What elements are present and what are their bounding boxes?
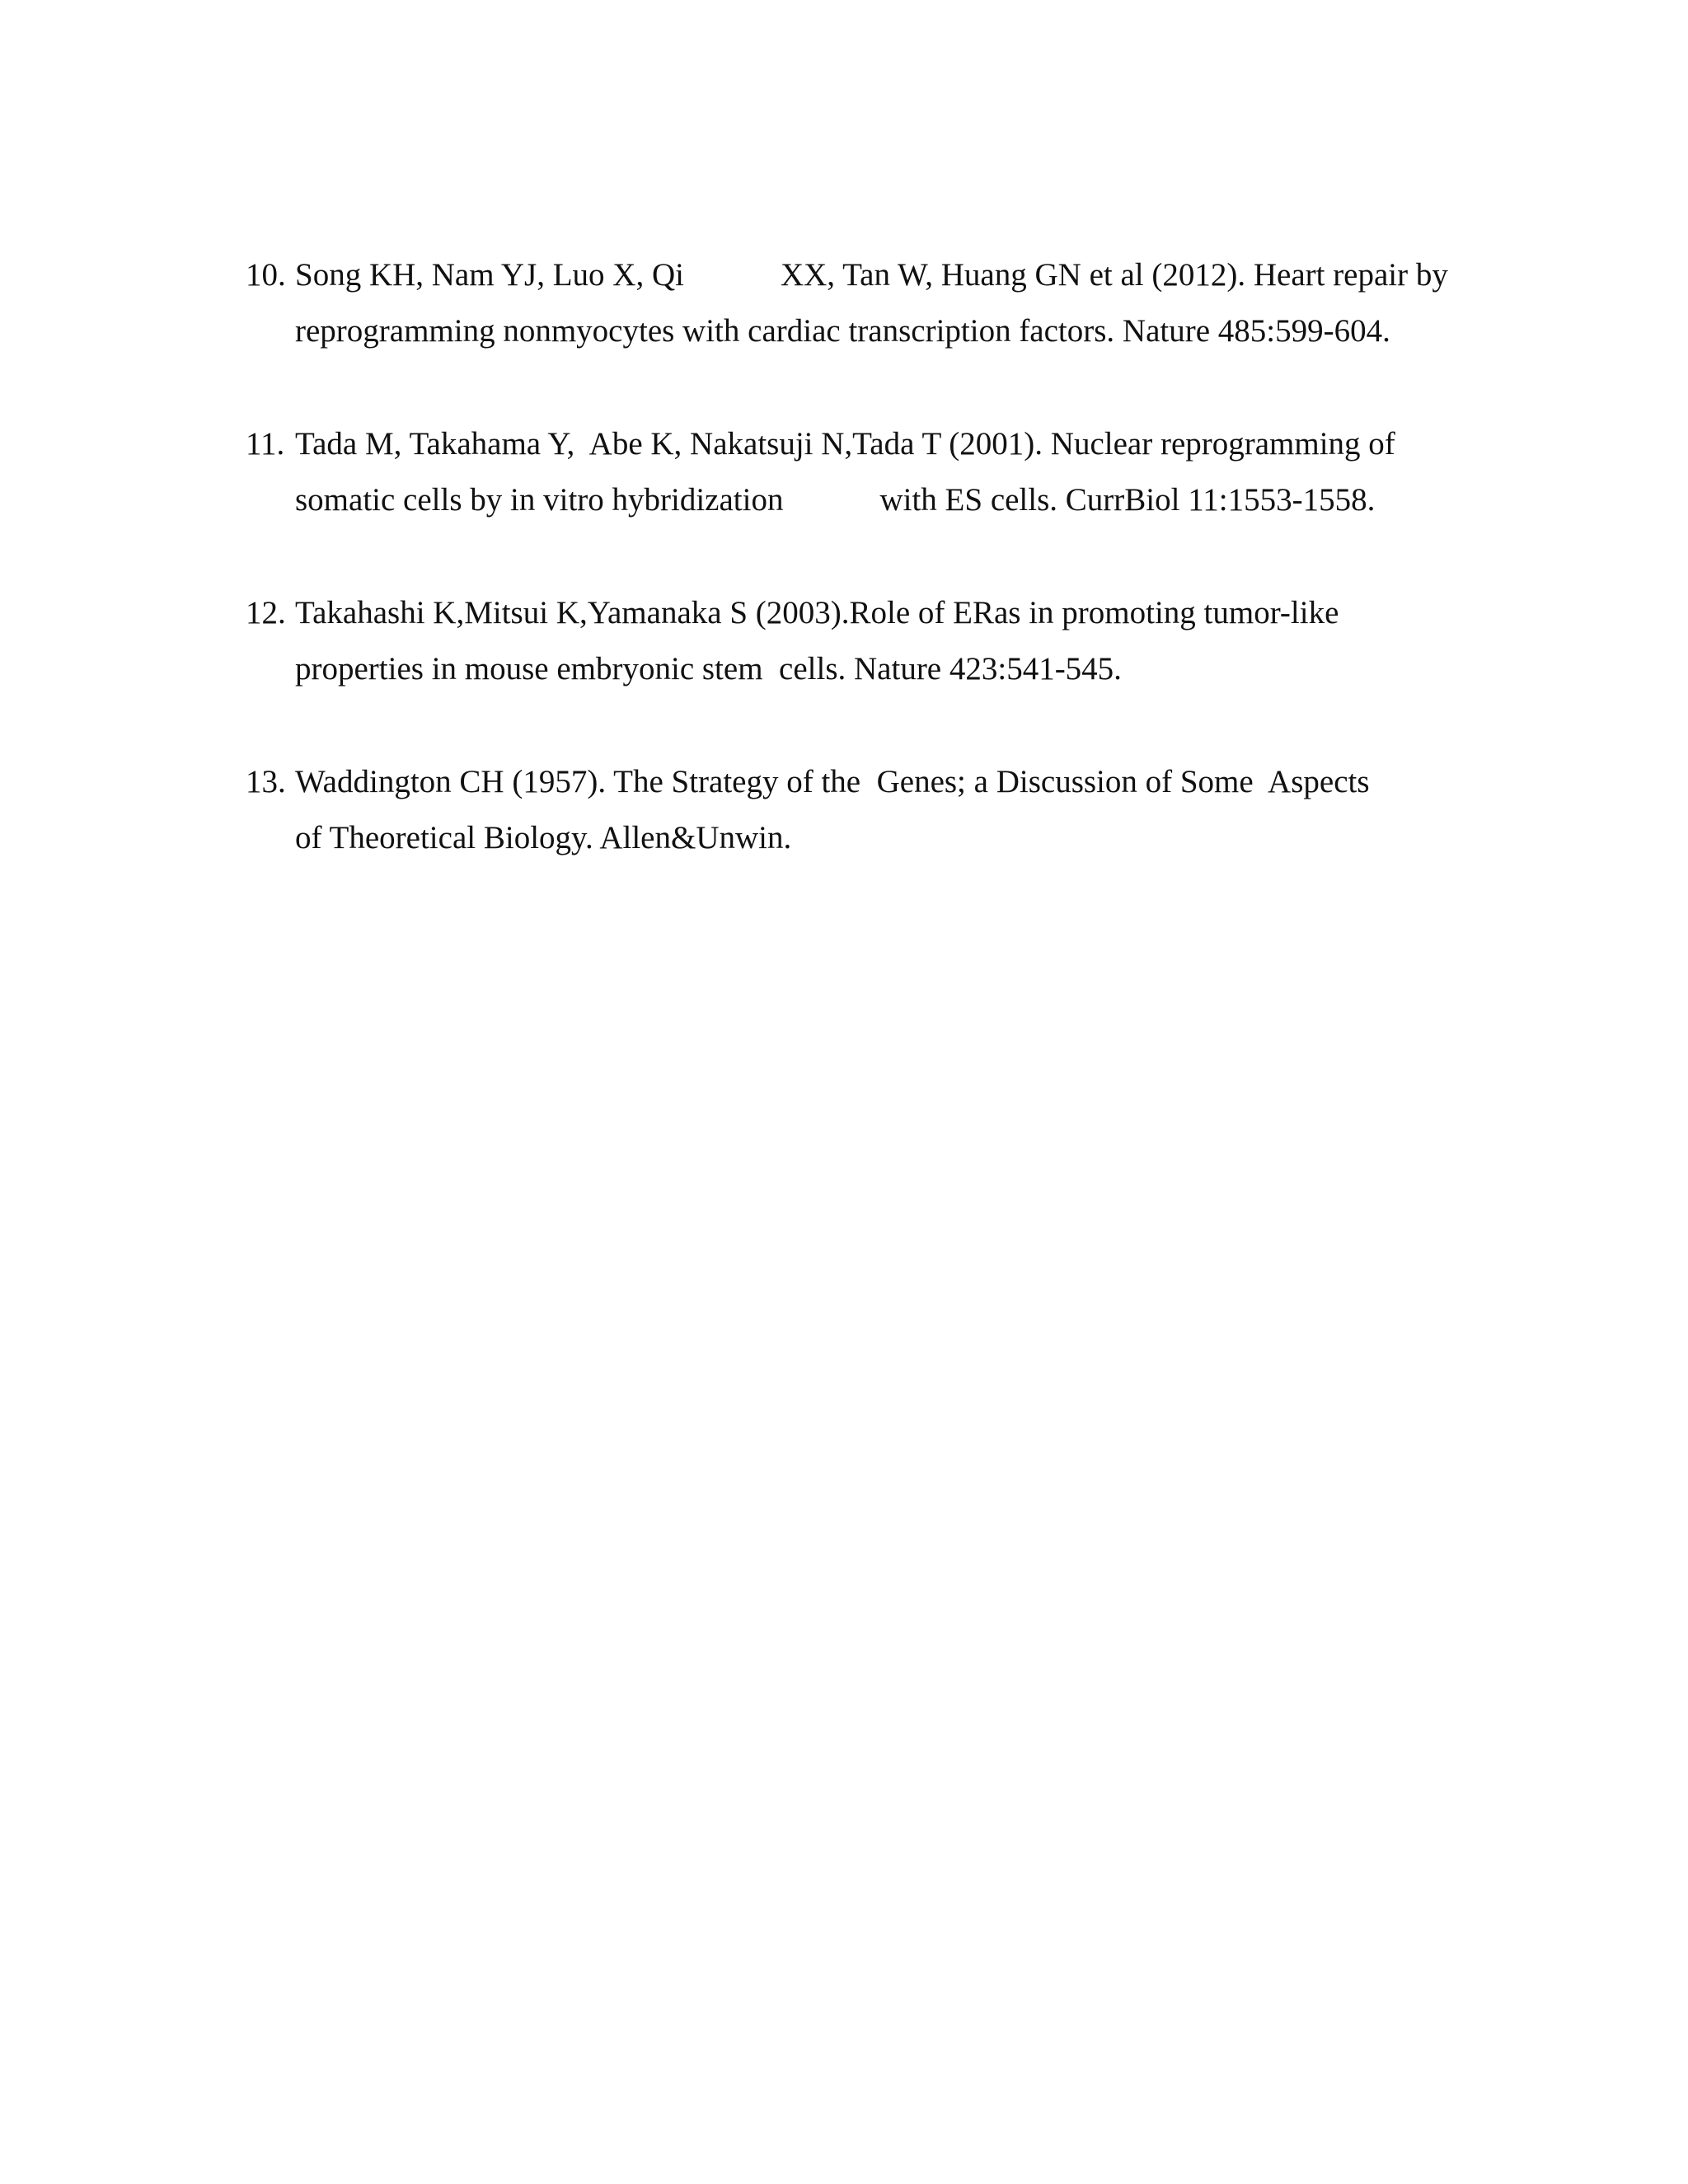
reference-text-line: Takahashi K,Mitsui K,Yamanaka S (2003).Role of ERas in promoting tumor-like bbox=[295, 595, 1339, 630]
reference-item bbox=[246, 247, 1498, 359]
reference-text-line: Waddington CH (1957). The Strategy of the Genes; a Discussion of Some Aspects bbox=[295, 764, 1370, 799]
reference-text-line: somatic cells by in vitro hybridization with ES cells. CurrBiol 11:1553-1558. bbox=[295, 482, 1376, 518]
reference-text-line: properties in mouse embryonic stem cells. Nature 423:541-545. bbox=[295, 651, 1122, 687]
reference-text-line: of Theoretical Biology. Allen&Unwin. bbox=[295, 820, 792, 855]
reference-number: 12. bbox=[246, 595, 286, 630]
reference-item bbox=[246, 416, 1498, 528]
reference-text-line: reprogramming nonmyocytes with cardiac transcription factors. Nature 485:599-604. bbox=[295, 313, 1390, 349]
reference-item bbox=[246, 754, 1498, 866]
reference-number: 13. bbox=[246, 764, 286, 799]
reference-item bbox=[246, 585, 1498, 697]
reference-text-line: Tada M, Takahama Y, Abe K, Nakatsuji N,Tada T (2001). Nuclear reprogramming of bbox=[295, 426, 1395, 462]
reference-list bbox=[246, 247, 1498, 923]
reference-number: 10. bbox=[246, 257, 286, 293]
reference-text-line: Song KH, Nam YJ, Luo X, Qi XX, Tan W, Huang GN et al (2012). Heart repair by bbox=[295, 257, 1448, 293]
reference-number: 11. bbox=[246, 426, 285, 462]
